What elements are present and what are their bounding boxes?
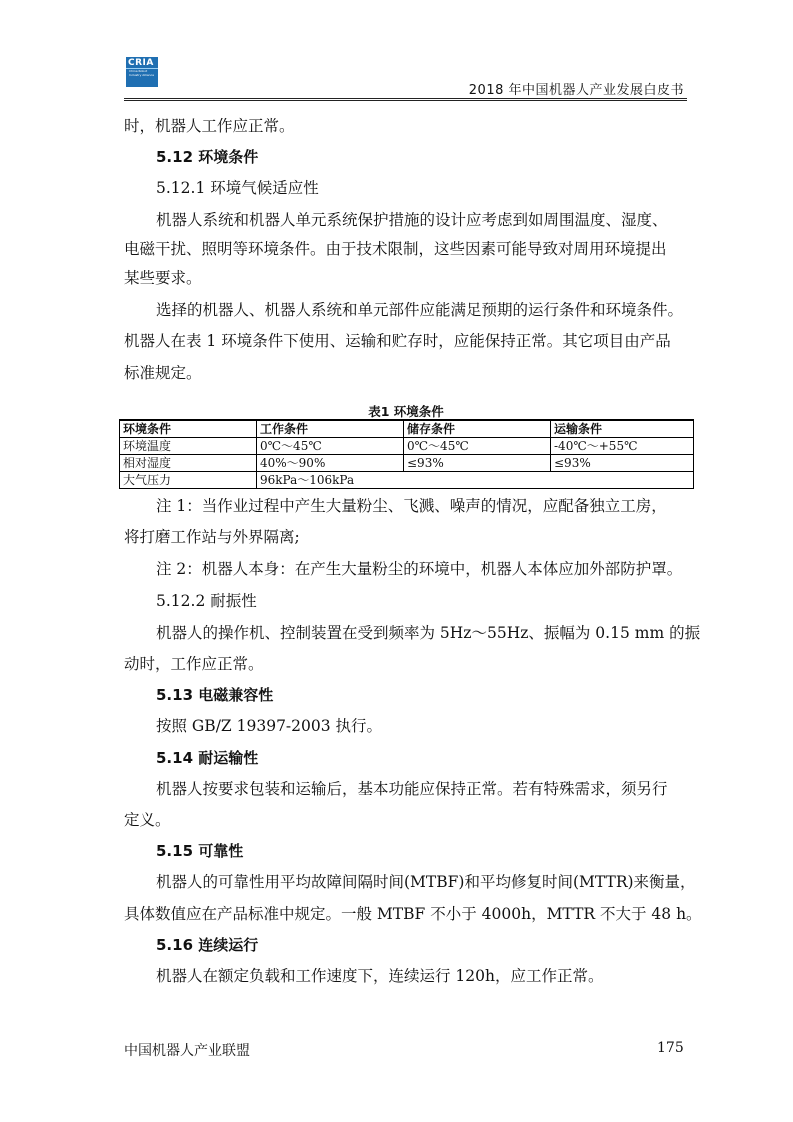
note-line: 注 2：机器人本身：在产生大量粉尘的环境中，机器人本体应加外部防护罩。 [156,560,683,578]
note-line: 将打磨工作站与外界隔离; [124,528,300,546]
table-cell: 环境温度 [120,438,257,455]
paragraph-line: 机器人按要求包装和运输后，基本功能应保持正常。若有特殊需求，须另行 [156,780,668,798]
subsection-heading-5-12-2: 5.12.2 耐振性 [156,592,257,610]
section-heading-5-16: 5.16 连续运行 [156,936,259,954]
section-heading-5-15: 5.15 可靠性 [156,842,244,860]
table-row [120,455,694,472]
paragraph-line: 机器人在表 1 环境条件下使用、运输和贮存时，应能保持正常。其它项目由产品 [124,332,671,350]
paragraph-line: 定义。 [124,811,171,829]
footer-organization: 中国机器人产业联盟 [124,1043,250,1059]
table-cell: -40℃～+55℃ [551,438,694,455]
paragraph-line: 机器人在额定负载和工作速度下，连续运行 120h，应工作正常。 [156,967,604,985]
logo-subtitle: China Robot Industry Alliance [129,69,155,77]
header-title: 2018 年中国机器人产业发展白皮书 [468,83,684,98]
paragraph-line: 具体数值应在产品标准中规定。一般 MTBF 不小于 4000h，MTTR 不大于 48 h。 [124,905,702,923]
section-heading-5-13: 5.13 电磁兼容性 [156,686,274,704]
paragraph-line: 动时，工作应正常。 [124,655,264,673]
section-heading-5-12: 5.12 环境条件 [156,148,259,166]
table-header-cell: 运输条件 [551,420,694,438]
logo-mark: CRIA [128,58,154,68]
paragraph-line: 选择的机器人、机器人系统和单元部件应能满足预期的运行条件和环境条件。 [156,301,684,319]
table-caption: 表1 环境条件 [368,404,444,419]
section-heading-5-14: 5.14 耐运输性 [156,749,259,767]
table-header-row [120,420,694,438]
table-cell: ≤93% [551,455,694,472]
subsection-heading-5-12-1: 5.12.1 环境气候适应性 [156,179,319,197]
header-rule [124,98,687,99]
table-cell: 相对湿度 [120,455,257,472]
page-number: 175 [657,1040,684,1056]
paragraph-line: 机器人的操作机、控制装置在受到频率为 5Hz～55Hz、振幅为 0.15 mm 的振 [156,624,701,642]
table-cell: ≤93% [404,455,551,472]
table-row [120,472,694,489]
header-rule-2 [124,100,687,101]
table-cell: 0℃～45℃ [404,438,551,455]
paragraph-line: 电磁干扰、照明等环境条件。由于技术限制，这些因素可能导致对周用环境提出 [124,240,667,258]
table-cell: 0℃～45℃ [257,438,404,455]
table-header-cell: 储存条件 [404,420,551,438]
paragraph-line: 机器人的可靠性用平均故障间隔时间(MTBF)和平均修复时间(MTTR)来衡量， [156,873,696,891]
table-header-cell: 环境条件 [120,420,257,438]
paragraph-line: 机器人系统和机器人单元系统保护措施的设计应考虑到如周围温度、湿度、 [156,211,668,229]
table-cell: 96kPa～106kPa [257,472,694,489]
note-line: 注 1：当作业过程中产生大量粉尘、飞溅、噪声的情况，应配备独立工房， [156,497,667,515]
table-header-cell: 工作条件 [257,420,404,438]
paragraph-line: 时，机器人工作应正常。 [124,117,295,135]
table-cell: 40%～90% [257,455,404,472]
paragraph-line: 按照 GB/Z 19397-2003 执行。 [156,717,383,735]
paragraph-line: 标准规定。 [124,364,202,382]
paragraph-line: 某些要求。 [124,269,202,287]
cria-logo [126,57,158,87]
environment-table [119,419,694,489]
table-cell: 大气压力 [120,472,257,489]
table-row [120,438,694,455]
